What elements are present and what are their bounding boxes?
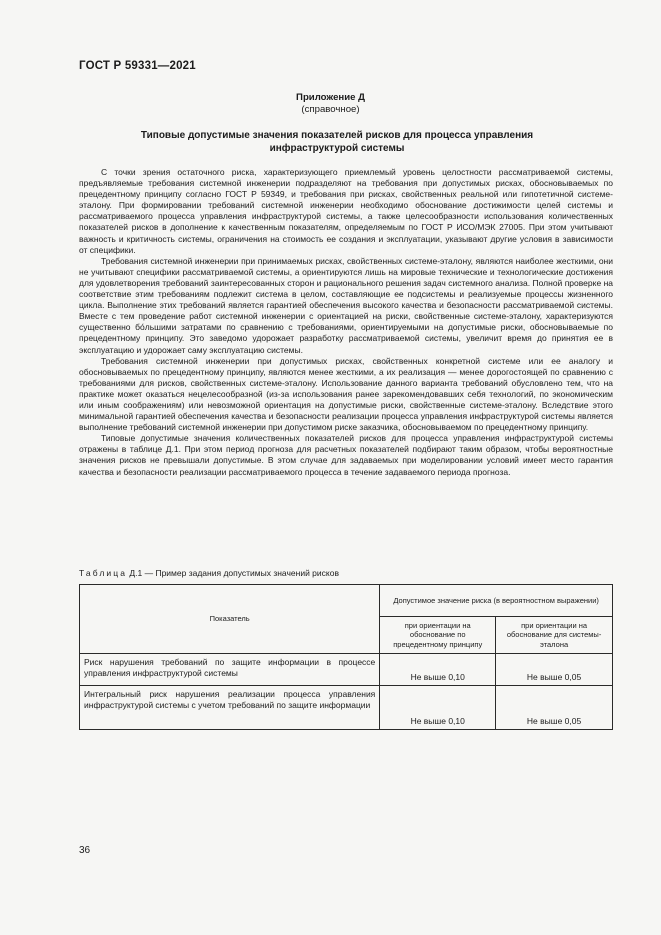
body-text xyxy=(79,167,613,478)
reference-value: Не выше 0,05 xyxy=(496,686,613,730)
risk-values-table xyxy=(79,584,613,730)
precedent-value: Не выше 0,10 xyxy=(380,686,496,730)
header-precedent: при ориентации на обоснование по прецедентному принципу xyxy=(380,617,496,654)
appendix-heading xyxy=(0,92,661,116)
table-row xyxy=(80,654,613,686)
section-title-line-1: Типовые допустимые значения показателей рисков для процесса управления xyxy=(140,130,534,141)
param-cell: Интегральный риск нарушения реализации процесса управления инфраструктурой системы с учетом требований по защите информации xyxy=(80,686,380,730)
paragraph: С точки зрения остаточного риска, характеризующего приемлемый уровень целостности рассматриваемой системы, предъявляемые требования системной инженерии подразделяют на требования при допустимых рисках, обосновываемых по прецедентному принципу согласно ГОСТ Р 59349, и требования при рисках, свойственных реальной или гипотетичной системе-эталону. При формировании требований системной инженерии необходимо обоснование достижимости целей системы и рассматриваемого процесса управления инфраструктурой системы, а также целесообразности использования количественных показателей рисков в дополнение к качественным показателям, определяемым по ГОСТ Р ИСО/МЭК 27005. При этом учитывают важность и критичность системы, ограничения на стоимость ее создания и эксплуатации, указывают другие условия в зависимости от специфики. xyxy=(79,167,613,255)
page-number: 36 xyxy=(79,845,91,856)
reference-value: Не выше 0,05 xyxy=(496,654,613,686)
paragraph: Типовые допустимые значения количественных показателей рисков для процесса управления инфраструктурой системы отражены в таблице Д.1. При этом период прогноза для расчетных показателей подбирают таким образом, чтобы вероятностные значения рисков не превышали допустимые. В этом случае для задаваемых при моделировании условий имеет место гарантия качества и безопасности реализации рассматриваемого процесса в течение задаваемого периода прогноза. xyxy=(79,433,613,477)
header-param: Показатель xyxy=(80,585,380,654)
table-row xyxy=(80,686,613,730)
standard-header: ГОСТ Р 59331—2021 xyxy=(79,60,196,72)
param-cell: Риск нарушения требований по защите информации в процессе управления инфраструктурой системы xyxy=(80,654,380,686)
header-allowed-value: Допустимое значение риска (в вероятностном выражении) xyxy=(380,585,613,617)
table-caption-text: Д.1 — Пример задания допустимых значений рисков xyxy=(129,568,339,578)
section-title xyxy=(100,129,574,155)
table-caption xyxy=(79,568,339,579)
section-title-line-2: инфраструктурой системы xyxy=(269,143,405,154)
paragraph: Требования системной инженерии при принимаемых рисках, свойственных системе-эталону, являются наиболее жесткими, они не учитывают специфики рассматриваемой системы, а ориентируются лишь на мировые технические и технологические достижения для удовлетворения требований заинтересованных сторон и рационального решения задач системного анализа. Полной проверке на соответствие этим требованиям подлежит система в целом, составляющие ее подсистемы и реализуемые процессы жизненного цикла. Выполнение этих требований является гарантией обеспечения высокого качества и безопасности рассматриваемой системы. Вместе с тем проведение работ системной инженерии с ориентацией на риски, свойственные системе-эталону, характеризуются существенно бо́льшими затратами по сравнению с требованиями, ориентируемыми на допустимые риски, обосновываемые по прецедентному принципу. Это заведомо удорожает разработку рассматриваемой системы, увеличит время до принятия ее в эксплуатацию и удорожает саму эксплуатацию системы. xyxy=(79,255,613,355)
appendix-title: Приложение Д xyxy=(296,92,365,103)
precedent-value: Не выше 0,10 xyxy=(380,654,496,686)
header-reference-system: при ориентации на обоснование для системы-эталона xyxy=(496,617,613,654)
appendix-kind: (справочное) xyxy=(301,104,360,115)
paragraph: Требования системной инженерии при допустимых рисках, свойственных конкретной системе или ее аналогу и обосновываемых по прецедентному принципу, являются менее жесткими, а их реализация — менее дорогостоящей по сравнению с требованиями для рисков, свойственных системе-эталону. Использование данного варианта требований обусловлено тем, что на практике может оказаться нецелесообразной (из-за использования ранее зарекомендовавших себя технологий, по экономическим или иным соображениям) или невозможной ориентация на допустимые риски, свойственные системе-эталону. Вследствие этого минимальной гарантией обеспечения качества и безопасности реализации процесса управления инфраструктурой системы является выполнение требований системной инженерии при допустимом риске заказчика, обосновываемом по прецедентному принципу. xyxy=(79,355,613,433)
table-caption-label: Таблица xyxy=(79,568,128,578)
